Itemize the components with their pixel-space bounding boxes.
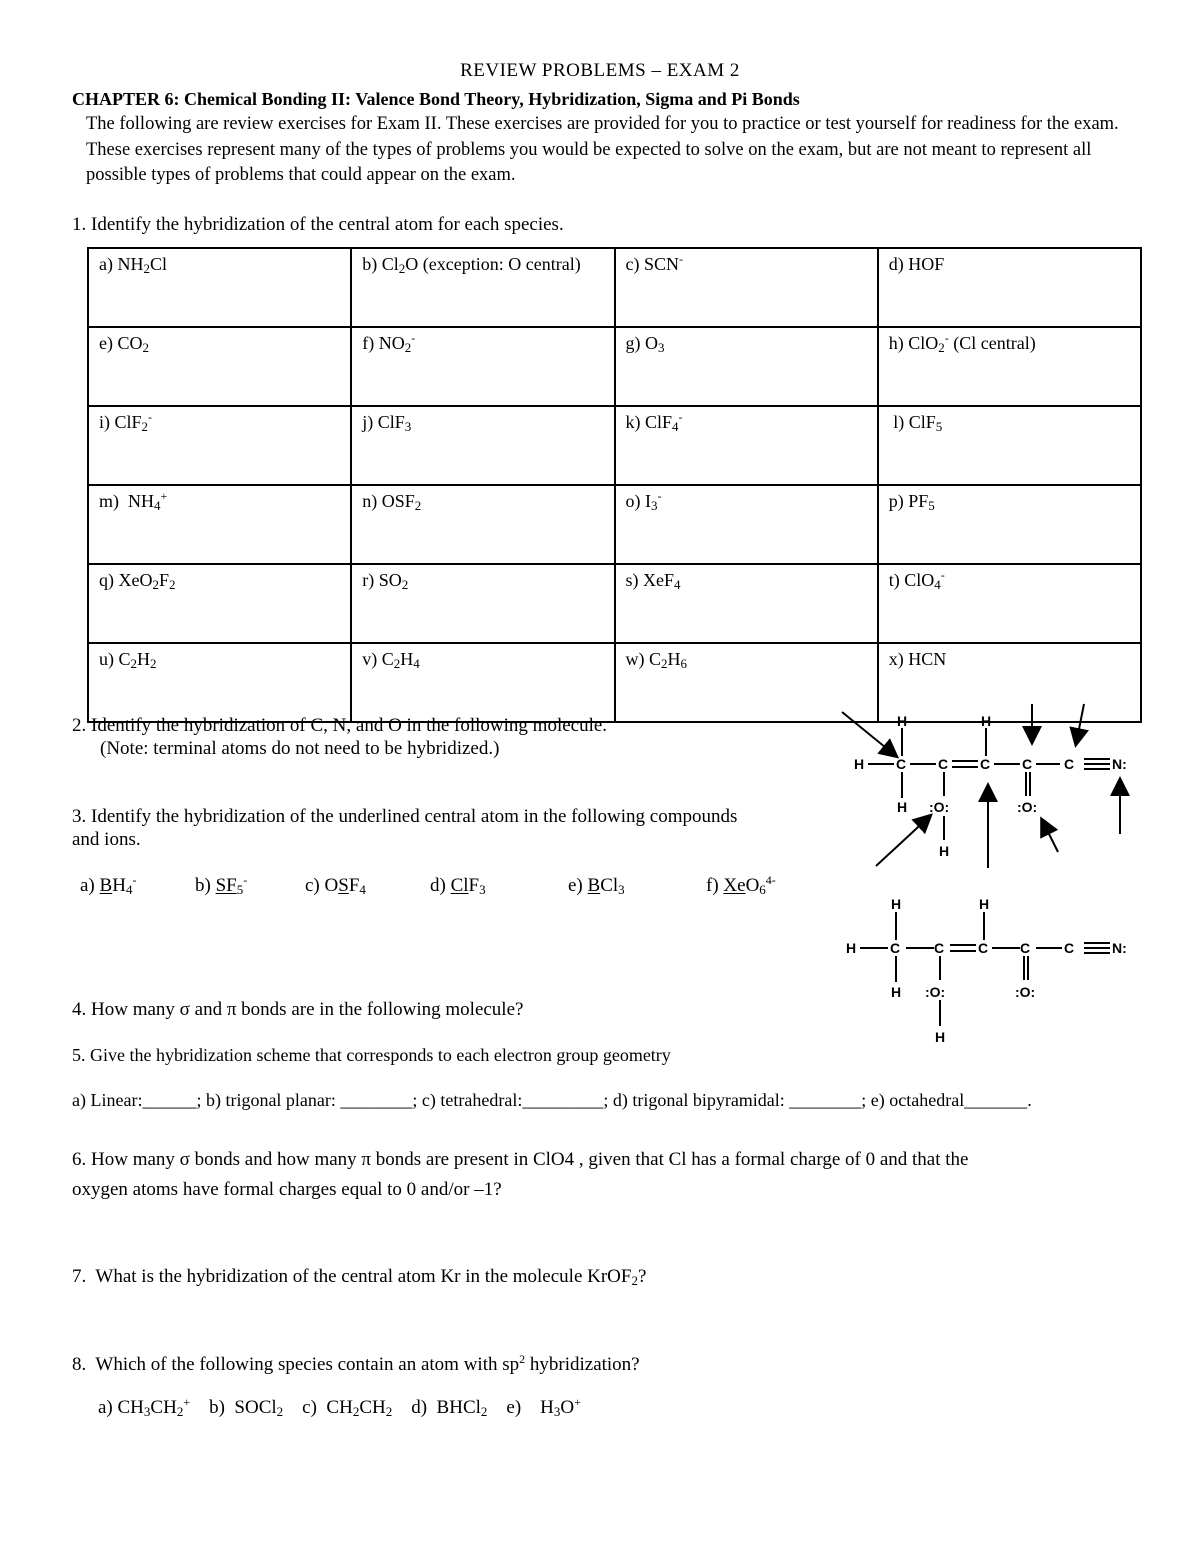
table-cell: e) $CO_2$ (88, 327, 351, 406)
table-cell: i) ClF$_2$- (88, 406, 351, 485)
svg-text:N:: N: (1112, 756, 1127, 772)
q4-prompt: 4. How many σ and π bonds are in the following molecule? (72, 999, 524, 1020)
table-cell: l) ClF$_5$ (878, 406, 1141, 485)
svg-text:H: H (897, 713, 908, 729)
svg-text:C: C (1022, 756, 1033, 772)
q5-answers: a) Linear:______; b) trigonal planar: ________; c) tetrahedral:_________; d) trigonal bipyramidal: ________; e) octahedral_______. (72, 1090, 1032, 1110)
q6-line1: 6. How many σ bonds and how many π bonds are present in ClO4 , given that Cl has a formal charge of 0 and that the (72, 1149, 969, 1170)
chapter-heading: CHAPTER 6: Chemical Bonding II: Valence Bond Theory, Hybridization, Sigma and Pi Bonds (72, 89, 800, 109)
table-cell: q) $XeO_2F_2$ (88, 564, 351, 643)
svg-text:H: H (891, 984, 902, 1000)
q3-line1: 3. Identify the hybridization of the underlined central atom in the following compounds (72, 806, 738, 827)
q8-prompt: 8. Which of the following species contain an atom with $sp^2$ hybridization? (72, 1352, 640, 1375)
svg-text:C: C (1064, 756, 1075, 772)
table-cell: h) ClO$_2$- (Cl central) (878, 327, 1141, 406)
svg-text:H: H (897, 799, 908, 815)
svg-text:H: H (935, 1029, 946, 1045)
table-cell: n) $OSF_2$ (351, 485, 614, 564)
svg-text:C: C (980, 756, 991, 772)
svg-text:H: H (854, 756, 865, 772)
table-cell: m) $NH_4^+$ (88, 485, 351, 564)
q3-item-d: d) ClF$_3$ (430, 875, 486, 897)
table-cell: x) HCN (878, 643, 1141, 722)
svg-text:C: C (1064, 940, 1075, 956)
q2-line1: 2. Identify the hybridization of C, N, and O in the following molecule. (72, 715, 608, 736)
svg-text::O:: :O: (1015, 984, 1036, 1000)
table-cell: v) $C_2H_4$ (351, 643, 614, 722)
q3-item-e: e) BCl$_3$ (568, 875, 625, 897)
svg-text:C: C (1020, 940, 1031, 956)
q3-item-f: f) XeO$_6^{4-}$ (706, 873, 776, 897)
svg-text:H: H (981, 713, 992, 729)
hybridization-table (87, 247, 1142, 723)
table-cell: k) ClF$_4$- (615, 406, 878, 485)
svg-text:N:: N: (1112, 940, 1127, 956)
q8-options: a) $CH_3CH_2^+$ b) SOCl$_2$ c) $CH_2CH_2$ d) BHCl$_2$ e) $H_3O^+$ (98, 1395, 581, 1419)
table-cell: g) $O_3$ (615, 327, 878, 406)
table-cell: u) $C_2H_2$ (88, 643, 351, 722)
q3-line2: and ions. (72, 829, 141, 850)
svg-text:H: H (939, 843, 950, 859)
table-cell: c) SCN- (615, 248, 878, 327)
molecule-diagrams (830, 700, 1170, 1060)
q7-prompt: 7. What is the hybridization of the central atom Kr in the molecule KrOF$_2$? (72, 1266, 647, 1288)
svg-text:C: C (890, 940, 901, 956)
q3-item-b: b) $SF_5^-$ (195, 873, 248, 897)
table-cell: o) $I_3^-$ (615, 485, 878, 564)
q3-item-c: c) $OSF_4$ (305, 875, 366, 897)
svg-text::O:: :O: (929, 799, 950, 815)
molecule-atoms-top (854, 713, 1127, 859)
page-title: REVIEW PROBLEMS – EXAM 2 (460, 60, 740, 81)
svg-text::O:: :O: (925, 984, 946, 1000)
q2-line2: (Note: terminal atoms do not need to be hybridized.) (100, 738, 500, 759)
svg-text:C: C (896, 756, 907, 772)
table-cell: r) $SO_2$ (351, 564, 614, 643)
svg-text::O:: :O: (1017, 799, 1038, 815)
intro-paragraph: The following are review exercises for Exam II. These exercises are provided for you to practice or test yourself for readiness for the exam. These exercises represent many of the types of problems you would be expected to solve on the exam, but are not meant to represent all possible types of problems that could appear on the exam. (86, 114, 1119, 185)
table-cell: t) ClO$_4$- (878, 564, 1141, 643)
table-cell: f) $NO_2^-$ (351, 327, 614, 406)
table-cell: s) XeF$_4$ (615, 564, 878, 643)
q5-prompt: 5. Give the hybridization scheme that corresponds to each electron group geometry (72, 1045, 671, 1065)
table-cell: j) ClF$_3$ (351, 406, 614, 485)
table-cell: p) $PF_5$ (878, 485, 1141, 564)
q3-item-a: a) $BH_4^-$ (80, 873, 137, 897)
table-cell: a) $NH_2Cl$ (88, 248, 351, 327)
molecule-bottom (860, 912, 1110, 1026)
svg-text:C: C (938, 756, 949, 772)
molecule-atoms-bottom (846, 896, 1127, 1045)
table-cell: b) $Cl_2O$ (exception: O central) (351, 248, 614, 327)
svg-text:H: H (891, 896, 902, 912)
svg-text:H: H (979, 896, 990, 912)
table-cell: d) HOF (878, 248, 1141, 327)
q6-line2: oxygen atoms have formal charges equal to 0 and/or –1? (72, 1179, 502, 1200)
q1-prompt: 1. Identify the hybridization of the central atom for each species. (72, 214, 564, 235)
svg-text:C: C (934, 940, 945, 956)
table-cell: w) $C_2H_6$ (615, 643, 878, 722)
svg-text:H: H (846, 940, 857, 956)
svg-text:C: C (978, 940, 989, 956)
